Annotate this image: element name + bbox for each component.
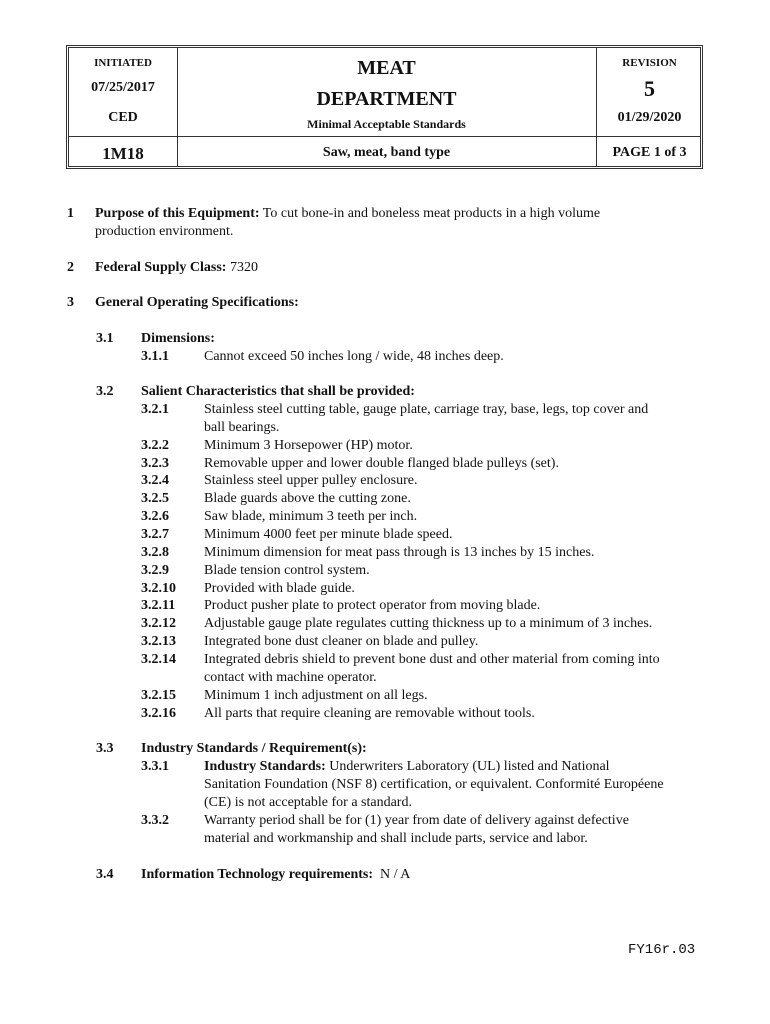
item-number: 3.2.13	[141, 634, 176, 649]
page-number: PAGE 1 of 3	[612, 145, 687, 160]
header-table	[66, 45, 703, 169]
subsection-3-1-number: 3.1	[96, 331, 114, 346]
item-number: 3.2.8	[141, 545, 169, 560]
item-text: Integrated debris shield to prevent bone dust and other material from coming into	[204, 652, 660, 667]
item-number: 3.2.5	[141, 491, 169, 506]
item-number: 3.3.1	[141, 759, 169, 774]
form-version: FY16r.03	[628, 942, 696, 958]
initiated-date: 07/25/2017	[91, 80, 155, 95]
item-text-cont: contact with machine operator.	[204, 670, 377, 685]
item-number: 3.2.7	[141, 527, 169, 542]
section-3-title: General Operating Specifications:	[95, 295, 299, 310]
item-text-cont: material and workmanship and shall include parts, service and labor.	[204, 831, 588, 846]
item-text: Blade guards above the cutting zone.	[204, 491, 411, 506]
item-text: Cannot exceed 50 inches long / wide, 48 inches deep.	[204, 349, 504, 364]
item-number: 3.2.15	[141, 688, 176, 703]
section-2-line: Federal Supply Class: 7320	[95, 260, 258, 275]
item-number: 3.3.2	[141, 813, 169, 828]
item-text: Minimum 4000 feet per minute blade speed.	[204, 527, 453, 542]
item-text: All parts that require cleaning are removable without tools.	[204, 706, 535, 721]
item-text: Minimum 1 inch adjustment on all legs.	[204, 688, 428, 703]
item-text: Saw blade, minimum 3 teeth per inch.	[204, 509, 418, 524]
subsection-3-2-number: 3.2	[96, 384, 114, 399]
section-1-line1: Purpose of this Equipment: To cut bone-in and boneless meat products in a high volume	[95, 206, 601, 221]
revision-number: 5	[644, 76, 655, 101]
item-number: 3.2.4	[141, 473, 169, 488]
item-number: 3.2.9	[141, 563, 169, 578]
section-3-number: 3	[67, 295, 74, 310]
subsection-3-3-title: Industry Standards / Requirement(s):	[141, 741, 367, 756]
item-text: Stainless steel cutting table, gauge plate, carriage tray, base, legs, top cover and	[204, 402, 649, 417]
item-number: 3.2.2	[141, 438, 169, 453]
item-number: 3.2.12	[141, 616, 176, 631]
item-text: Minimum 3 Horsepower (HP) motor.	[204, 438, 413, 453]
subsection-3-4-line: Information Technology requirements: N / A	[141, 867, 411, 882]
item-number: 3.1.1	[141, 349, 169, 364]
item-number: 3.2.1	[141, 402, 169, 417]
subsection-3-1-title: Dimensions:	[141, 331, 215, 346]
item-text: Industry Standards: Underwriters Laboratory (UL) listed and National	[204, 759, 610, 774]
department-line1: MEAT	[357, 57, 416, 79]
initiated-label: INITIATED	[94, 57, 152, 69]
item-number: 3.2.3	[141, 456, 169, 471]
item-number: 3.2.16	[141, 706, 176, 721]
item-number: 3.2.14	[141, 652, 176, 667]
revision-date: 01/29/2020	[617, 110, 682, 125]
item-text-cont: Sanitation Foundation (NSF 8) certification, or equivalent. Conformité Européene	[204, 777, 664, 792]
item-text: Warranty period shall be for (1) year from date of delivery against defective	[204, 813, 629, 828]
subsection-3-4-number: 3.4	[96, 867, 114, 882]
item-text: Provided with blade guide.	[204, 581, 355, 596]
subsection-3-2-title: Salient Characteristics that shall be provided:	[141, 384, 415, 399]
item-text: Product pusher plate to protect operator from moving blade.	[204, 598, 541, 613]
item-text: Stainless steel upper pulley enclosure.	[204, 473, 418, 488]
item-text: Blade tension control system.	[204, 563, 370, 578]
item-text-cont: ball bearings.	[204, 420, 280, 435]
equipment-code: 1M18	[102, 144, 144, 163]
initiated-by: CED	[108, 110, 138, 125]
section-1-number: 1	[67, 206, 74, 221]
item-text: Adjustable gauge plate regulates cutting thickness up to a minimum of 3 inches.	[204, 616, 653, 631]
item-number: 3.2.10	[141, 581, 176, 596]
subtitle: Minimal Acceptable Standards	[307, 117, 466, 131]
equipment-item: Saw, meat, band type	[322, 145, 451, 160]
item-number: 3.2.6	[141, 509, 169, 524]
item-number: 3.2.11	[141, 598, 176, 613]
item-text: Minimum dimension for meat pass through is 13 inches by 15 inches.	[204, 545, 595, 560]
item-text-cont: (CE) is not acceptable for a standard.	[204, 795, 412, 810]
section-1-line2: production environment.	[95, 224, 234, 239]
department-line2: DEPARTMENT	[316, 88, 457, 110]
item-text: Integrated bone dust cleaner on blade and pulley.	[204, 634, 479, 649]
revision-label: REVISION	[622, 57, 677, 69]
item-text: Removable upper and lower double flanged blade pulleys (set).	[204, 456, 559, 471]
subsection-3-3-number: 3.3	[96, 741, 114, 756]
section-2-number: 2	[67, 260, 74, 275]
